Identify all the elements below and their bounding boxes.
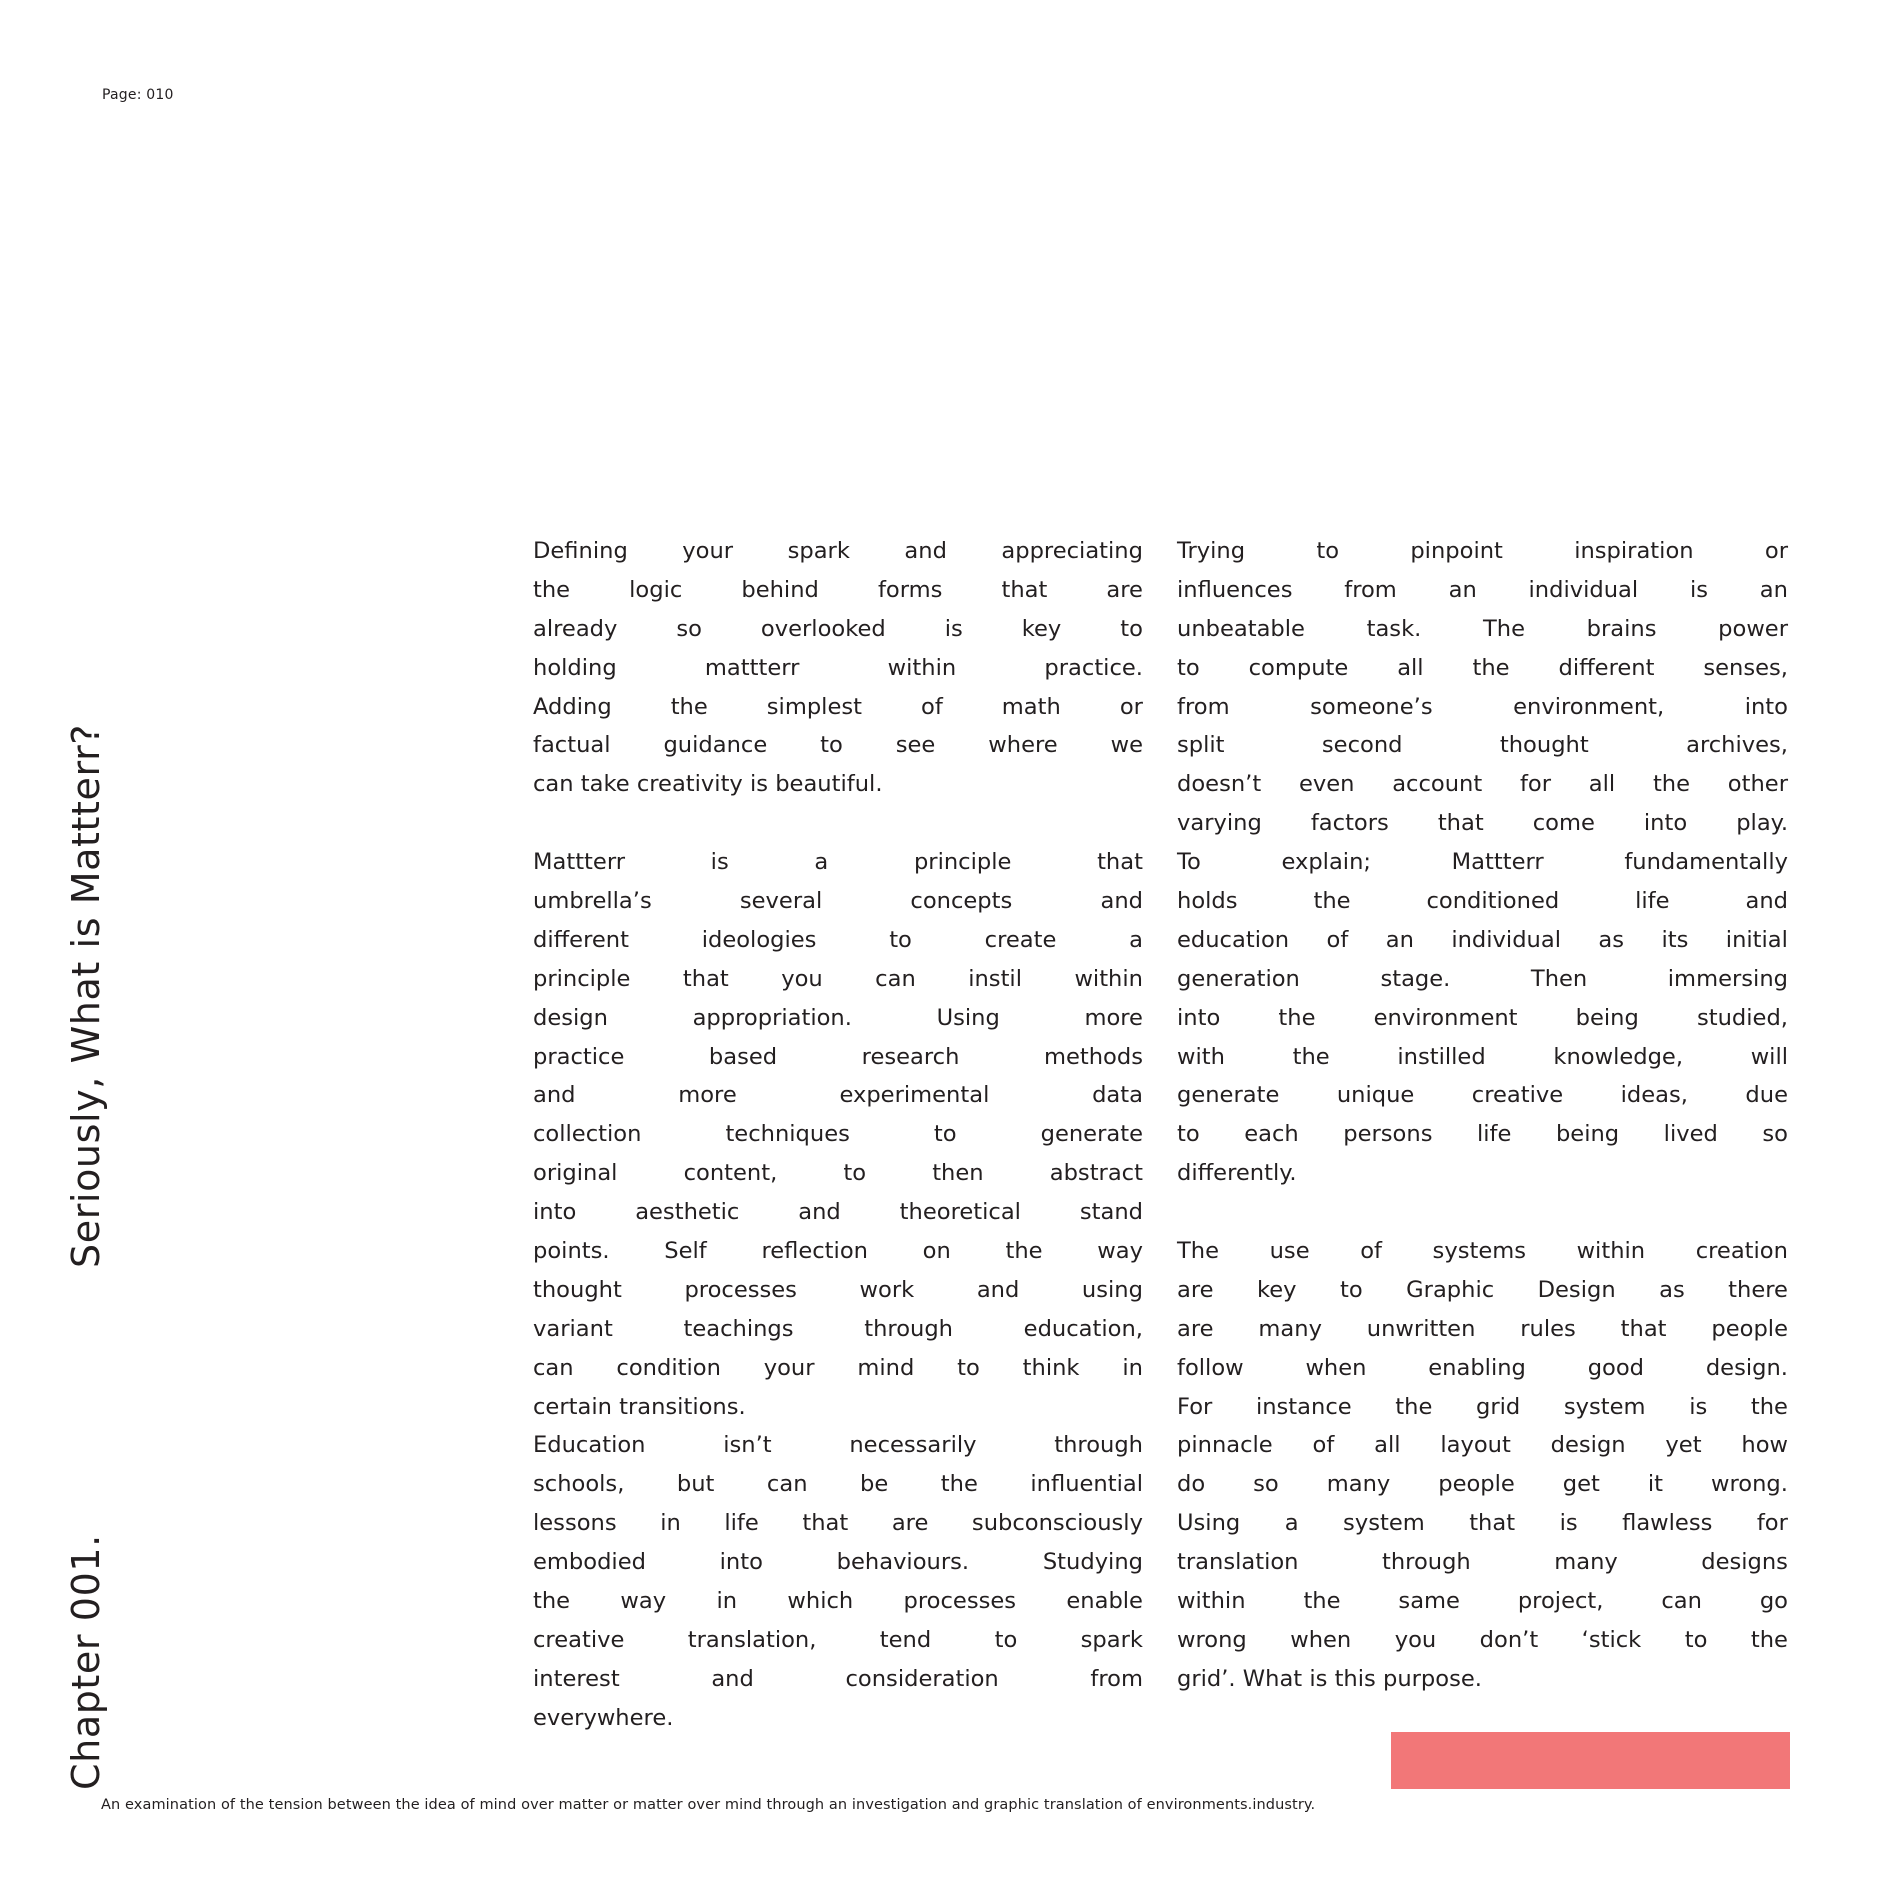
page-number-label: Page: 010 [102,87,174,103]
text-line: the way in which processes enable [533,1588,1143,1615]
text-line: Adding the simplest of math or [533,693,1143,720]
text-line: generation stage. Then immersing [1177,965,1788,992]
text-line: Education isn’t necessarily through [533,1432,1143,1459]
text-line: influences from an individual is an [1177,576,1788,603]
text-line: points. Self reflection on the way [533,1238,1143,1265]
paragraph-spacer [1177,1193,1788,1232]
text-line: design appropriation. Using more [533,1004,1143,1031]
text-line: creative translation, tend to spark [533,1626,1143,1653]
text-line: umbrella’s several concepts and [533,888,1143,915]
text-line: For instance the grid system is the [1177,1393,1788,1420]
text-line: split second thought archives, [1177,732,1788,759]
text-line: To explain; Mattterr fundamentally [1177,849,1788,876]
text-line: wrong when you don’t ‘stick to the [1177,1626,1788,1653]
footer-caption: An examination of the tension between the idea of mind over matter or matter over mind through an investigation and graphic translation of environments.industry. [101,1797,1316,1813]
text-line: into the environment being studied, [1177,1004,1788,1031]
text-line: translation through many designs [1177,1549,1788,1576]
text-line: varying factors that come into play. [1177,810,1788,837]
text-line: education of an individual as its initial [1177,926,1788,953]
text-line: principle that you can instil within [533,965,1143,992]
text-line: generate unique creative ideas, due [1177,1082,1788,1109]
chapter-number-vertical: Chapter 001. [64,1534,108,1790]
body-column-left [533,532,1143,1738]
text-line: from someone’s environment, into [1177,693,1788,720]
text-line: The use of systems within creation [1177,1238,1788,1265]
text-line: can condition your mind to think in [533,1354,1143,1381]
text-line: Trying to pinpoint inspiration or [1177,538,1788,564]
text-line: lessons in life that are subconsciously [533,1510,1143,1537]
text-line: pinnacle of all layout design yet how [1177,1432,1788,1459]
body-column-right [1177,532,1788,1699]
text-line: already so overlooked is key to [533,615,1143,642]
text-line: to each persons life being lived so [1177,1121,1788,1148]
text-line: everywhere. [533,1704,674,1731]
text-line: embodied into behaviours. Studying [533,1549,1143,1576]
text-line: can take creativity is beautiful. [533,771,883,798]
chapter-title-vertical: Seriously, What is Mattterr? [64,723,108,1268]
text-line: differently. [1177,1160,1297,1187]
text-line: are key to Graphic Design as there [1177,1276,1788,1303]
text-line: Using a system that is flawless for [1177,1510,1788,1537]
text-line: interest and consideration from [533,1665,1143,1692]
text-line: holding mattterr within practice. [533,654,1143,681]
text-line: holds the conditioned life and [1177,888,1788,915]
text-line: factual guidance to see where we [533,732,1143,759]
text-line: variant teachings through education, [533,1315,1143,1342]
text-line: the logic behind forms that are [533,576,1143,603]
text-line: collection techniques to generate [533,1121,1143,1148]
text-line: Mattterr is a principle that [533,849,1143,876]
text-line: within the same project, can go [1177,1588,1788,1615]
text-line: with the instilled knowledge, will [1177,1043,1788,1070]
text-line: certain transitions. [533,1393,746,1420]
text-line: original content, to then abstract [533,1160,1143,1187]
text-line: practice based research methods [533,1043,1143,1070]
accent-color-bar [1391,1732,1790,1789]
text-line: Defining your spark and appreciating [533,538,1143,564]
text-line: into aesthetic and theoretical stand [533,1199,1143,1226]
text-line: do so many people get it wrong. [1177,1471,1788,1498]
paragraph-spacer [533,804,1143,843]
text-line: schools, but can be the influential [533,1471,1143,1498]
text-line: grid’. What is this purpose. [1177,1665,1482,1692]
text-line: thought processes work and using [533,1276,1143,1303]
text-line: to compute all the different senses, [1177,654,1788,681]
text-line: unbeatable task. The brains power [1177,615,1788,642]
text-line: and more experimental data [533,1082,1143,1109]
text-line: follow when enabling good design. [1177,1354,1788,1381]
text-line: are many unwritten rules that people [1177,1315,1788,1342]
text-line: different ideologies to create a [533,926,1143,953]
text-line: doesn’t even account for all the other [1177,771,1788,798]
